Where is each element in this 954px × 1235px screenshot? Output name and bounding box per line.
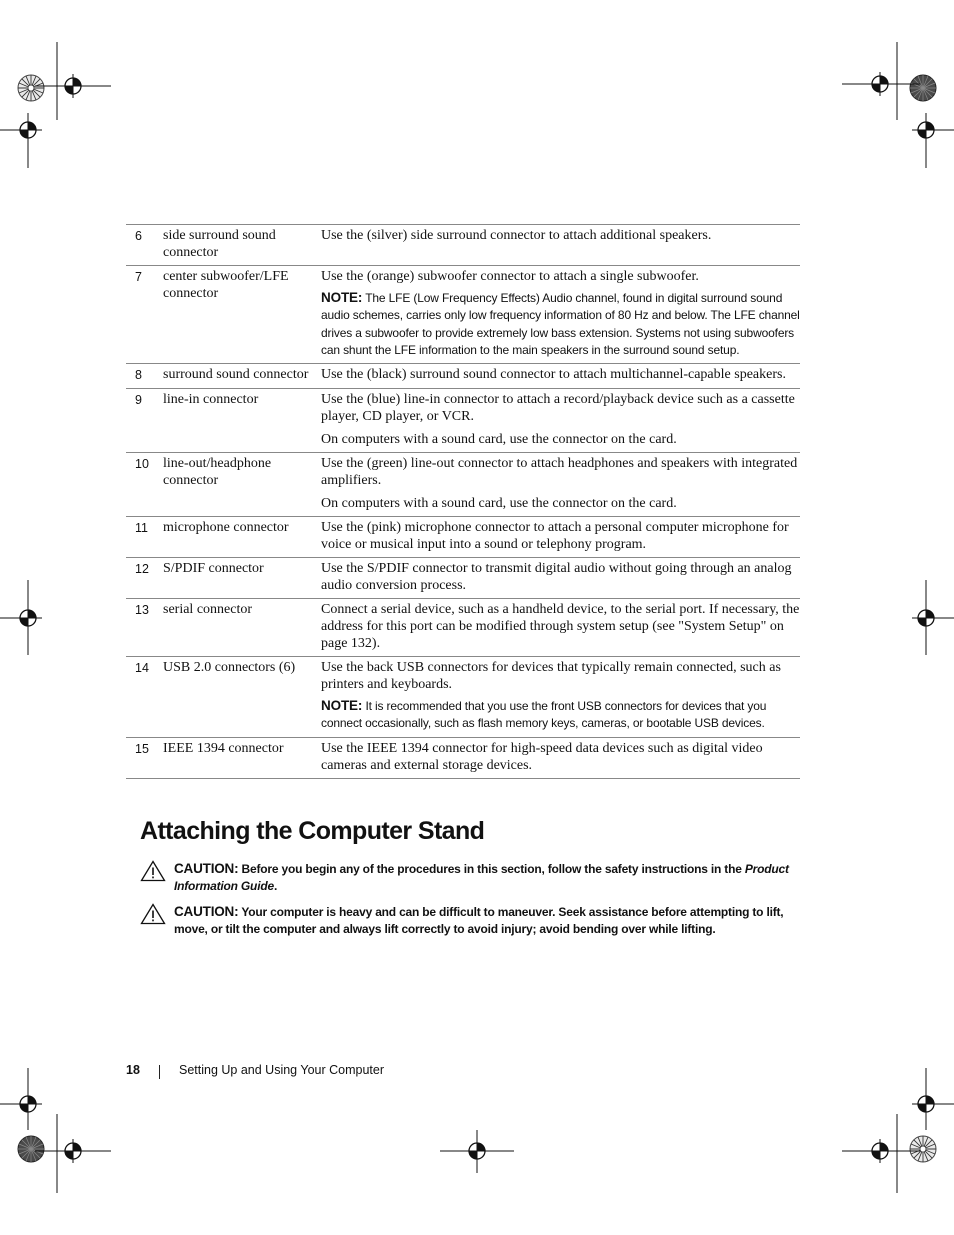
description-text: Use the (silver) side surround connector to attach additional speakers. <box>321 228 712 243</box>
row-number: 9 <box>135 393 142 408</box>
description-text: Use the (blue) line-in connector to attach a record/playback device such as a cassette player, CD player, or VCR. <box>321 392 795 425</box>
table-row <box>126 453 800 517</box>
table-row <box>126 738 800 779</box>
note-text: The LFE (Low Frequency Effects) Audio channel, found in digital surround sound audio schemes, carries only low frequency information of 80 Hz and below. The LFE channel drives a subwoofer to provide extremely low bass extension. Systems not using subwoofers can shunt the LFE information to the main speakers in the surround sound setup. <box>321 291 800 357</box>
connector-name: serial connector <box>163 602 253 618</box>
table-row <box>126 266 800 364</box>
description-text: Use the (black) surround sound connector to attach multichannel-capable speakers. <box>321 367 786 383</box>
row-number: 14 <box>135 661 149 676</box>
description-text: Use the back USB connectors for devices that typically remain connected, such as printers and keyboards. <box>321 660 781 693</box>
table-row <box>126 558 800 599</box>
warning-triangle-icon <box>140 860 166 882</box>
note-text: It is recommended that you use the front USB connectors for devices that you connect occasionally, such as flash memory keys, cameras, or bootable USB devices. <box>321 699 767 731</box>
connector-description <box>321 560 800 594</box>
connector-description <box>321 659 800 733</box>
description-text: Use the (orange) subwoofer connector to attach a single subwoofer. <box>321 269 699 284</box>
connector-description <box>321 455 800 512</box>
chapter-title: Setting Up and Using Your Computer <box>179 1063 384 1077</box>
caution-text <box>174 860 812 895</box>
caution-label: CAUTION: <box>174 861 239 876</box>
note <box>321 697 800 733</box>
connector-description <box>321 227 800 261</box>
caution-end: . <box>273 879 278 893</box>
page-number: 18 <box>126 1063 140 1077</box>
table-row <box>126 225 800 266</box>
connector-description <box>321 740 800 774</box>
table-row <box>126 599 800 657</box>
footer-divider <box>159 1065 160 1079</box>
connector-description <box>321 391 800 448</box>
table-row <box>126 657 800 738</box>
section-heading: Attaching the Computer Stand <box>140 817 485 845</box>
caution-body: Your computer is heavy and can be difficult to maneuver. Seek assistance before attempting to lift, move, or tilt the computer and always lift correctly to avoid injury; avoid bending over while lifting. <box>174 905 784 936</box>
description-text: On computers with a sound card, use the connector on the card. <box>321 496 677 512</box>
product-guide-reference: Product Information Guide <box>174 862 789 893</box>
connector-name: surround sound connector <box>163 367 309 383</box>
table-row <box>126 517 800 558</box>
warning-triangle-icon <box>140 903 166 925</box>
description-text: Connect a serial device, such as a handheld device, to the serial port. If necessary, the address for this port can be modified through system setup (see "System Setup" on page 132). <box>321 602 800 652</box>
connector-name: side surround sound connector <box>163 228 276 260</box>
row-number: 10 <box>135 457 149 472</box>
description-text: Use the S/PDIF connector to transmit digital audio without going through an analog audio conversion process. <box>321 561 792 594</box>
note-label: NOTE: <box>321 698 363 714</box>
caution-label: CAUTION: <box>174 904 239 919</box>
note-label: NOTE: <box>321 290 363 305</box>
caution-notice <box>140 860 812 895</box>
connector-name: line-out/headphone connector <box>163 456 272 489</box>
description-text: Use the IEEE 1394 connector for high-speed data devices such as digital video cameras and external storage devices. <box>321 740 763 773</box>
connector-name: line-in connector <box>163 392 259 408</box>
description-text: Use the (green) line-out connector to attach headphones and speakers with integrated amplifiers. <box>321 456 798 489</box>
row-number: 8 <box>135 368 142 383</box>
description-text: Use the (pink) microphone connector to attach a personal computer microphone for voice or musical input into a sound or telephony program. <box>321 520 789 553</box>
row-number: 15 <box>135 741 149 756</box>
connector-name: center subwoofer/LFE connector <box>163 269 289 301</box>
row-number: 13 <box>135 603 149 618</box>
table-row <box>126 364 800 389</box>
row-number: 11 <box>135 521 148 536</box>
caution-body: Before you begin any of the procedures in this section, follow the safety instructions in the <box>241 862 742 876</box>
connector-description <box>321 519 800 553</box>
row-number: 7 <box>135 270 142 284</box>
connector-name: IEEE 1394 connector <box>163 740 284 756</box>
row-number: 6 <box>135 229 142 243</box>
connector-description <box>321 268 800 359</box>
caution-text <box>174 903 812 938</box>
table-row <box>126 389 800 453</box>
connector-description <box>321 366 800 384</box>
connector-name: microphone connector <box>163 520 289 536</box>
connector-name: USB 2.0 connectors (6) <box>163 660 296 676</box>
connector-table <box>126 224 800 779</box>
note <box>321 289 800 359</box>
caution-notice <box>140 903 812 938</box>
description-text: On computers with a sound card, use the connector on the card. <box>321 432 677 448</box>
connector-name: S/PDIF connector <box>163 561 264 577</box>
row-number: 12 <box>135 562 149 577</box>
connector-description <box>321 601 800 652</box>
